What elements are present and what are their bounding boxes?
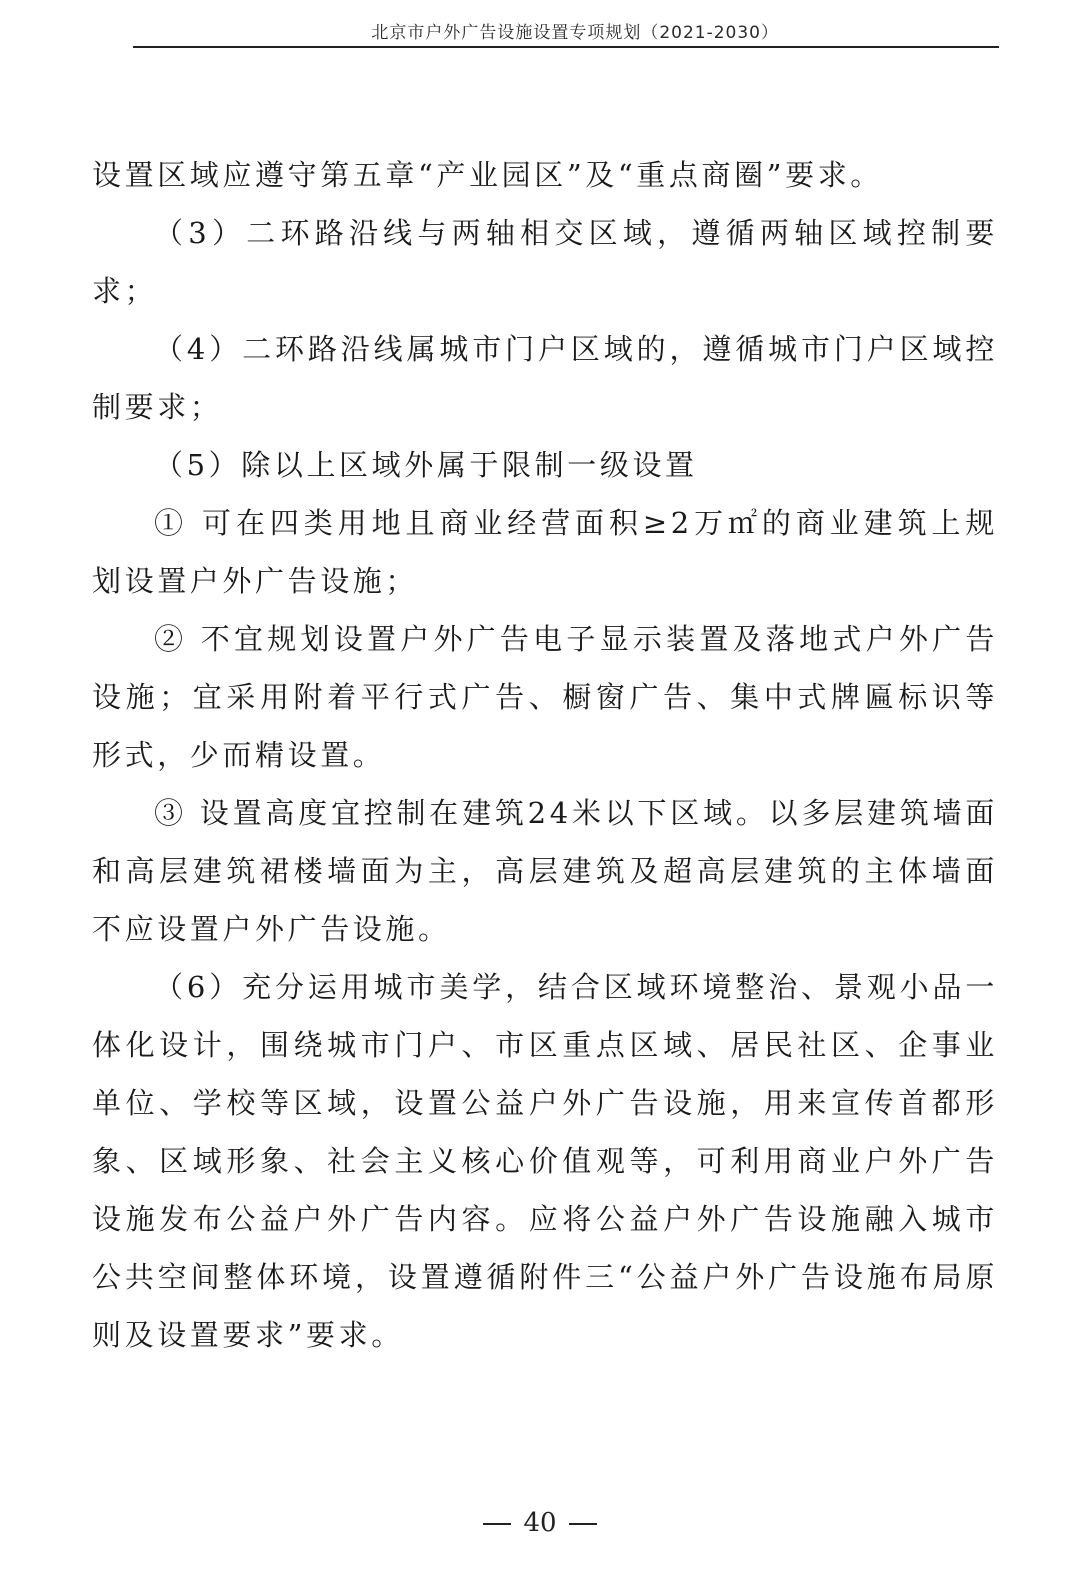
document-title: 北京市户外广告设施设置专项规划（2021-2030） <box>371 23 779 43</box>
paragraph-item-4: （4）二环路沿线属城市门户区域的，遵循城市门户区域控制要求； <box>92 332 998 424</box>
document-body <box>92 146 998 1364</box>
page-number: 40 <box>523 1508 557 1538</box>
paragraph-subitem-1: ① 可在四类用地且商业经营面积≥2万㎡的商业建筑上规划设置户外广告设施； <box>92 506 998 598</box>
paragraph-item-5: （5）除以上区域外属于限制一级设置 <box>154 448 698 482</box>
paragraph-subitem-3: ③ 设置高度宜控制在建筑24米以下区域。以多层建筑墙面和高层建筑裙楼墙面为主，高层建筑及超高层建筑的主体墙面不应设置户外广告设施。 <box>92 796 998 946</box>
paragraph-subitem-2: ② 不宜规划设置户外广告电子显示装置及落地式户外广告设施；宜采用附着平行式广告、橱窗广告、集中式牌匾标识等形式，少而精设置。 <box>92 622 998 772</box>
page-footer <box>0 1508 1080 1538</box>
paragraph-item-6: （6）充分运用城市美学，结合区域环境整治、景观小品一体化设计，围绕城市门户、市区重点区域、居民社区、企事业单位、学校等区域，设置公益户外广告设施，用来宣传首都形象、区域形象、社会主义核心价值观等，可利用商业户外广告设施发布公益户外广告内容。应将公益户外广告设施融入城市公共空间整体环境，设置遵循附件三“公益户外广告设施布局原则及设置要求”要求。 <box>92 970 998 1352</box>
footer-dash-right <box>569 1523 597 1525</box>
paragraph-item-3: （3）二环路沿线与两轴相交区域，遵循两轴区域控制要求； <box>92 216 998 308</box>
page-header <box>133 16 999 48</box>
footer-dash-left <box>483 1523 511 1525</box>
paragraph-continuation: 设置区域应遵守第五章“产业园区”及“重点商圈”要求。 <box>92 158 883 192</box>
